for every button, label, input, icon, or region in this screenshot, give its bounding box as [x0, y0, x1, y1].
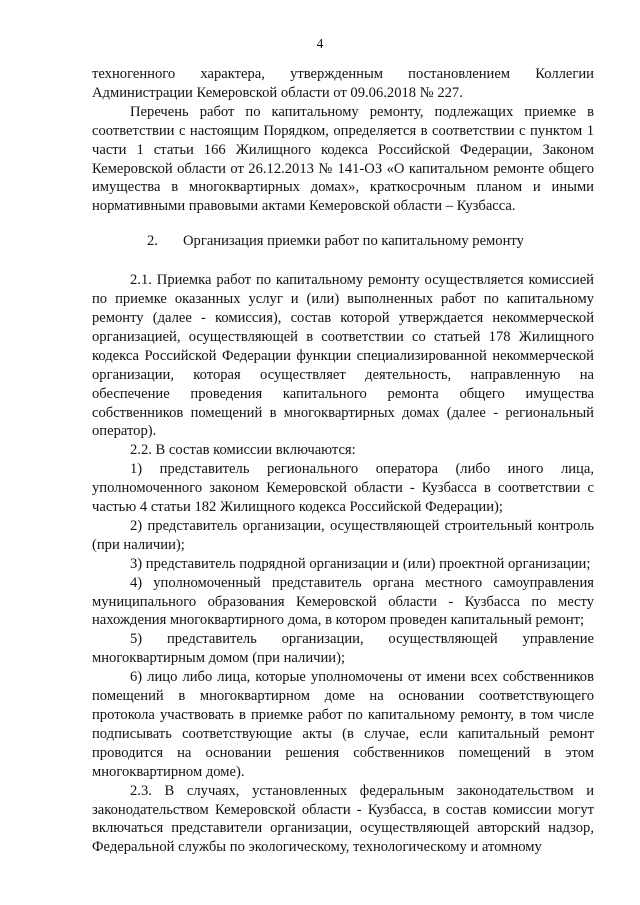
list-item-6: 6) лицо либо лица, которые уполномочены от имени всех собственников помещений в многоквартирном доме на основании соответствующего протокола участвовать в приемке работ по капитальному ремонту, в том числе подписывать соответствующие акты (в случае, если капитальный ремонт проводится на основании решения собственников помещений в этом многоквартирном доме). [92, 669, 594, 780]
list-item-5: 5) представитель организации, осуществляющей управление многоквартирным домом (при наличии); [92, 631, 594, 667]
list-item-2: 2) представитель организации, осуществляющей строительный контроль (при наличии); [92, 517, 594, 553]
paragraph-2-2: 2.2. В состав комиссии включаются: [130, 442, 356, 459]
paragraph-2-3: 2.3. В случаях, установленных федеральным законодательством и законодательством Кемеровской области - Кузбасса, в состав комиссии могут включаться представители организации, осуществляющей авторский надзор, Федеральной службы по экологическому, технологическому и атомному [92, 782, 594, 856]
section-number: 2. [147, 233, 158, 250]
list-item-4: 4) уполномоченный представитель органа местного самоуправления муниципального образования Кемеровской области - Кузбасса по месту нахождения многоквартирного дома, в котором проведен капитальный ремонт; [92, 574, 594, 629]
section-title: Организация приемки работ по капитальному ремонту [183, 233, 524, 250]
page-number: 4 [316, 36, 324, 51]
paragraph-intro-continuation: техногенного характера, утвержденным постановлением Коллегии Администрации Кемеровской области от 09.06.2018 № 227. [92, 66, 594, 101]
list-item-1: 1) представитель регионального оператора (либо иного лица, уполномоченного законом Кемеровской области - Кузбасса в соответствии с частью 4 статьи 182 Жилищного кодекса Российской Федерации); [92, 461, 594, 516]
document-body [92, 65, 594, 857]
section-heading [92, 232, 594, 251]
paragraph-2-1: 2.1. Приемка работ по капитальному ремонту осуществляется комиссией по приемке оказанных услуг и (или) выполненных работ по капитальному ремонту (далее - комиссия), состав которой утверждается некоммерческой организацией, осуществляющей в соответствии со статьей 178 Жилищного кодекса Российской Федерации функции специализированной некоммерческой организации, которая осуществляет деятельность, направленную на обеспечение проведения капитального ремонта общего имущества собственников помещений в многоквартирных домах (далее - региональный оператор). [92, 272, 594, 440]
paragraph-works-list: Перечень работ по капитальному ремонту, подлежащих приемке в соответствии с настоящим Порядком, определяется в соответствии с пунктом 1 части 1 статьи 166 Жилищного кодекса Российской Федерации, Законом Кемеровской области от 26.12.2013 № 141-ОЗ «О капитальном ремонте общего имущества в многоквартирных домах», краткосрочным планом и иными нормативными правовыми актами Кемеровской области – Кузбасса. [92, 103, 594, 215]
list-item-3: 3) представитель подрядной организации и (или) проектной организации; [130, 555, 591, 572]
